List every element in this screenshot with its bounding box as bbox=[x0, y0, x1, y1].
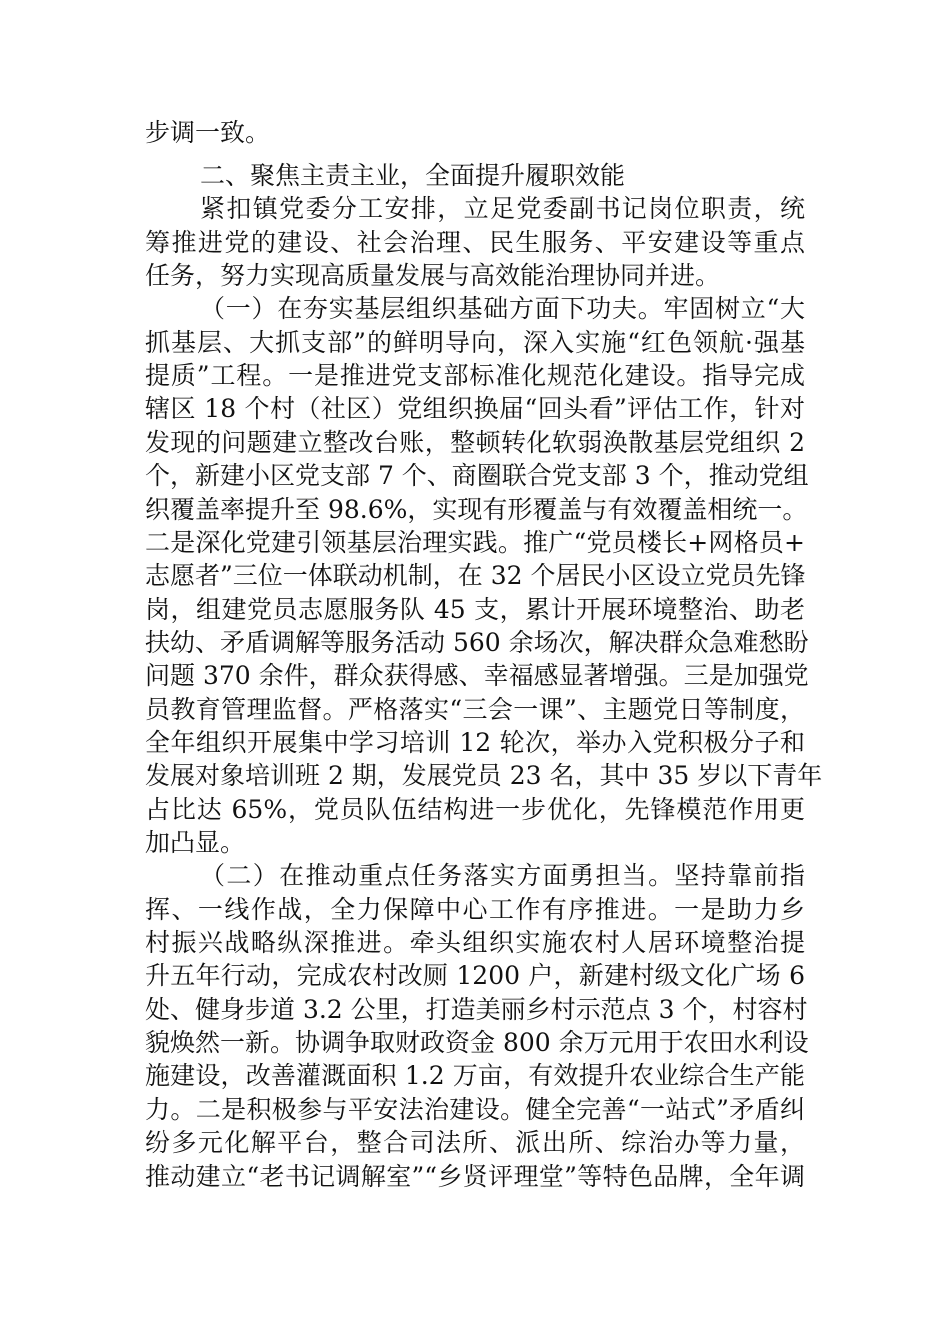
paragraph-line: 力。二是积极参与平安法治建设。健全完善“一站式”矛盾纠 bbox=[145, 1094, 805, 1124]
paragraph-line: 二是深化党建引领基层治理实践。推广“党员楼长+网格员+ bbox=[145, 527, 805, 557]
paragraph-line: 岗，组建党员志愿服务队 45 支，累计开展环境整治、助老 bbox=[145, 594, 805, 624]
paragraph-line: 村振兴战略纵深推进。牵头组织实施农村人居环境整治提 bbox=[145, 928, 805, 958]
paragraph-line: 织覆盖率提升至 98.6%，实现有形覆盖与有效覆盖相统一。 bbox=[145, 494, 808, 524]
paragraph-line: 施建设，改善灌溉面积 1.2 万亩，有效提升农业综合生产能 bbox=[145, 1061, 805, 1091]
paragraph-line: 员教育管理监督。严格落实“三会一课”、主题党日等制度， bbox=[145, 694, 805, 724]
paragraph-line: 推动建立“老书记调解室”“乡贤评理堂”等特色品牌，全年调 bbox=[145, 1161, 805, 1191]
paragraph-line: 加凸显。 bbox=[145, 828, 246, 857]
section-heading: 二、聚焦主责主业，全面提升履职效能 bbox=[200, 161, 626, 190]
paragraph-line: 占比达 65%，党员队伍结构进一步优化，先锋模范作用更 bbox=[145, 794, 805, 824]
paragraph-line: 扶幼、矛盾调解等服务活动 560 余场次，解决群众急难愁盼 bbox=[145, 627, 809, 657]
paragraph-line: 问题 370 余件，群众获得感、幸福感显著增强。三是加强党 bbox=[145, 661, 809, 691]
paragraph-line: 处、健身步道 3.2 公里，打造美丽乡村示范点 3 个，村容村 bbox=[145, 994, 808, 1024]
paragraph-line: 发现的问题建立整改台账，整顿转化软弱涣散基层党组织 2 bbox=[145, 427, 805, 457]
paragraph-line: 抓基层、大抓支部”的鲜明导向，深入实施“红色领航·强基 bbox=[145, 327, 805, 357]
paragraph-line: 提质”工程。一是推进党支部标准化规范化建设。指导完成 bbox=[145, 361, 805, 391]
paragraph-line: 紧扣镇党委分工安排，立足党委副书记岗位职责，统 bbox=[200, 194, 805, 224]
paragraph-line: 貌焕然一新。协调争取财政资金 800 余万元用于农田水利设 bbox=[145, 1028, 809, 1058]
paragraph-line: 升五年行动，完成农村改厕 1200 户，新建村级文化广场 6 bbox=[145, 961, 805, 991]
paragraph-line: 纷多元化解平台，整合司法所、派出所、综治办等力量， bbox=[145, 1128, 805, 1158]
paragraph-line: 挥、一线作战，全力保障中心工作有序推进。一是助力乡 bbox=[145, 894, 805, 924]
paragraph-line: 步调一致。 bbox=[145, 118, 271, 147]
paragraph-line: 个，新建小区党支部 7 个、商圈联合党支部 3 个，推动党组 bbox=[145, 461, 809, 491]
paragraph-line: 筹推进党的建设、社会治理、民生服务、平安建设等重点 bbox=[145, 227, 805, 257]
paragraph-line: 辖区 18 个村（社区）党组织换届“回头看”评估工作，针对 bbox=[145, 394, 805, 424]
paragraph-line: 发展对象培训班 2 期，发展党员 23 名，其中 35 岁以下青年 bbox=[145, 761, 823, 791]
paragraph-line: 任务，努力实现高质量发展与高效能治理协同并进。 bbox=[145, 261, 721, 291]
paragraph-line: （一）在夯实基层组织基础方面下功夫。牢固树立“大 bbox=[200, 294, 805, 324]
paragraph-line: 全年组织开展集中学习培训 12 轮次，举办入党积极分子和 bbox=[145, 727, 805, 757]
paragraph-line: （二）在推动重点任务落实方面勇担当。坚持靠前指 bbox=[200, 861, 805, 891]
paragraph-line: 志愿者”三位一体联动机制，在 32 个居民小区设立党员先锋 bbox=[145, 561, 806, 591]
